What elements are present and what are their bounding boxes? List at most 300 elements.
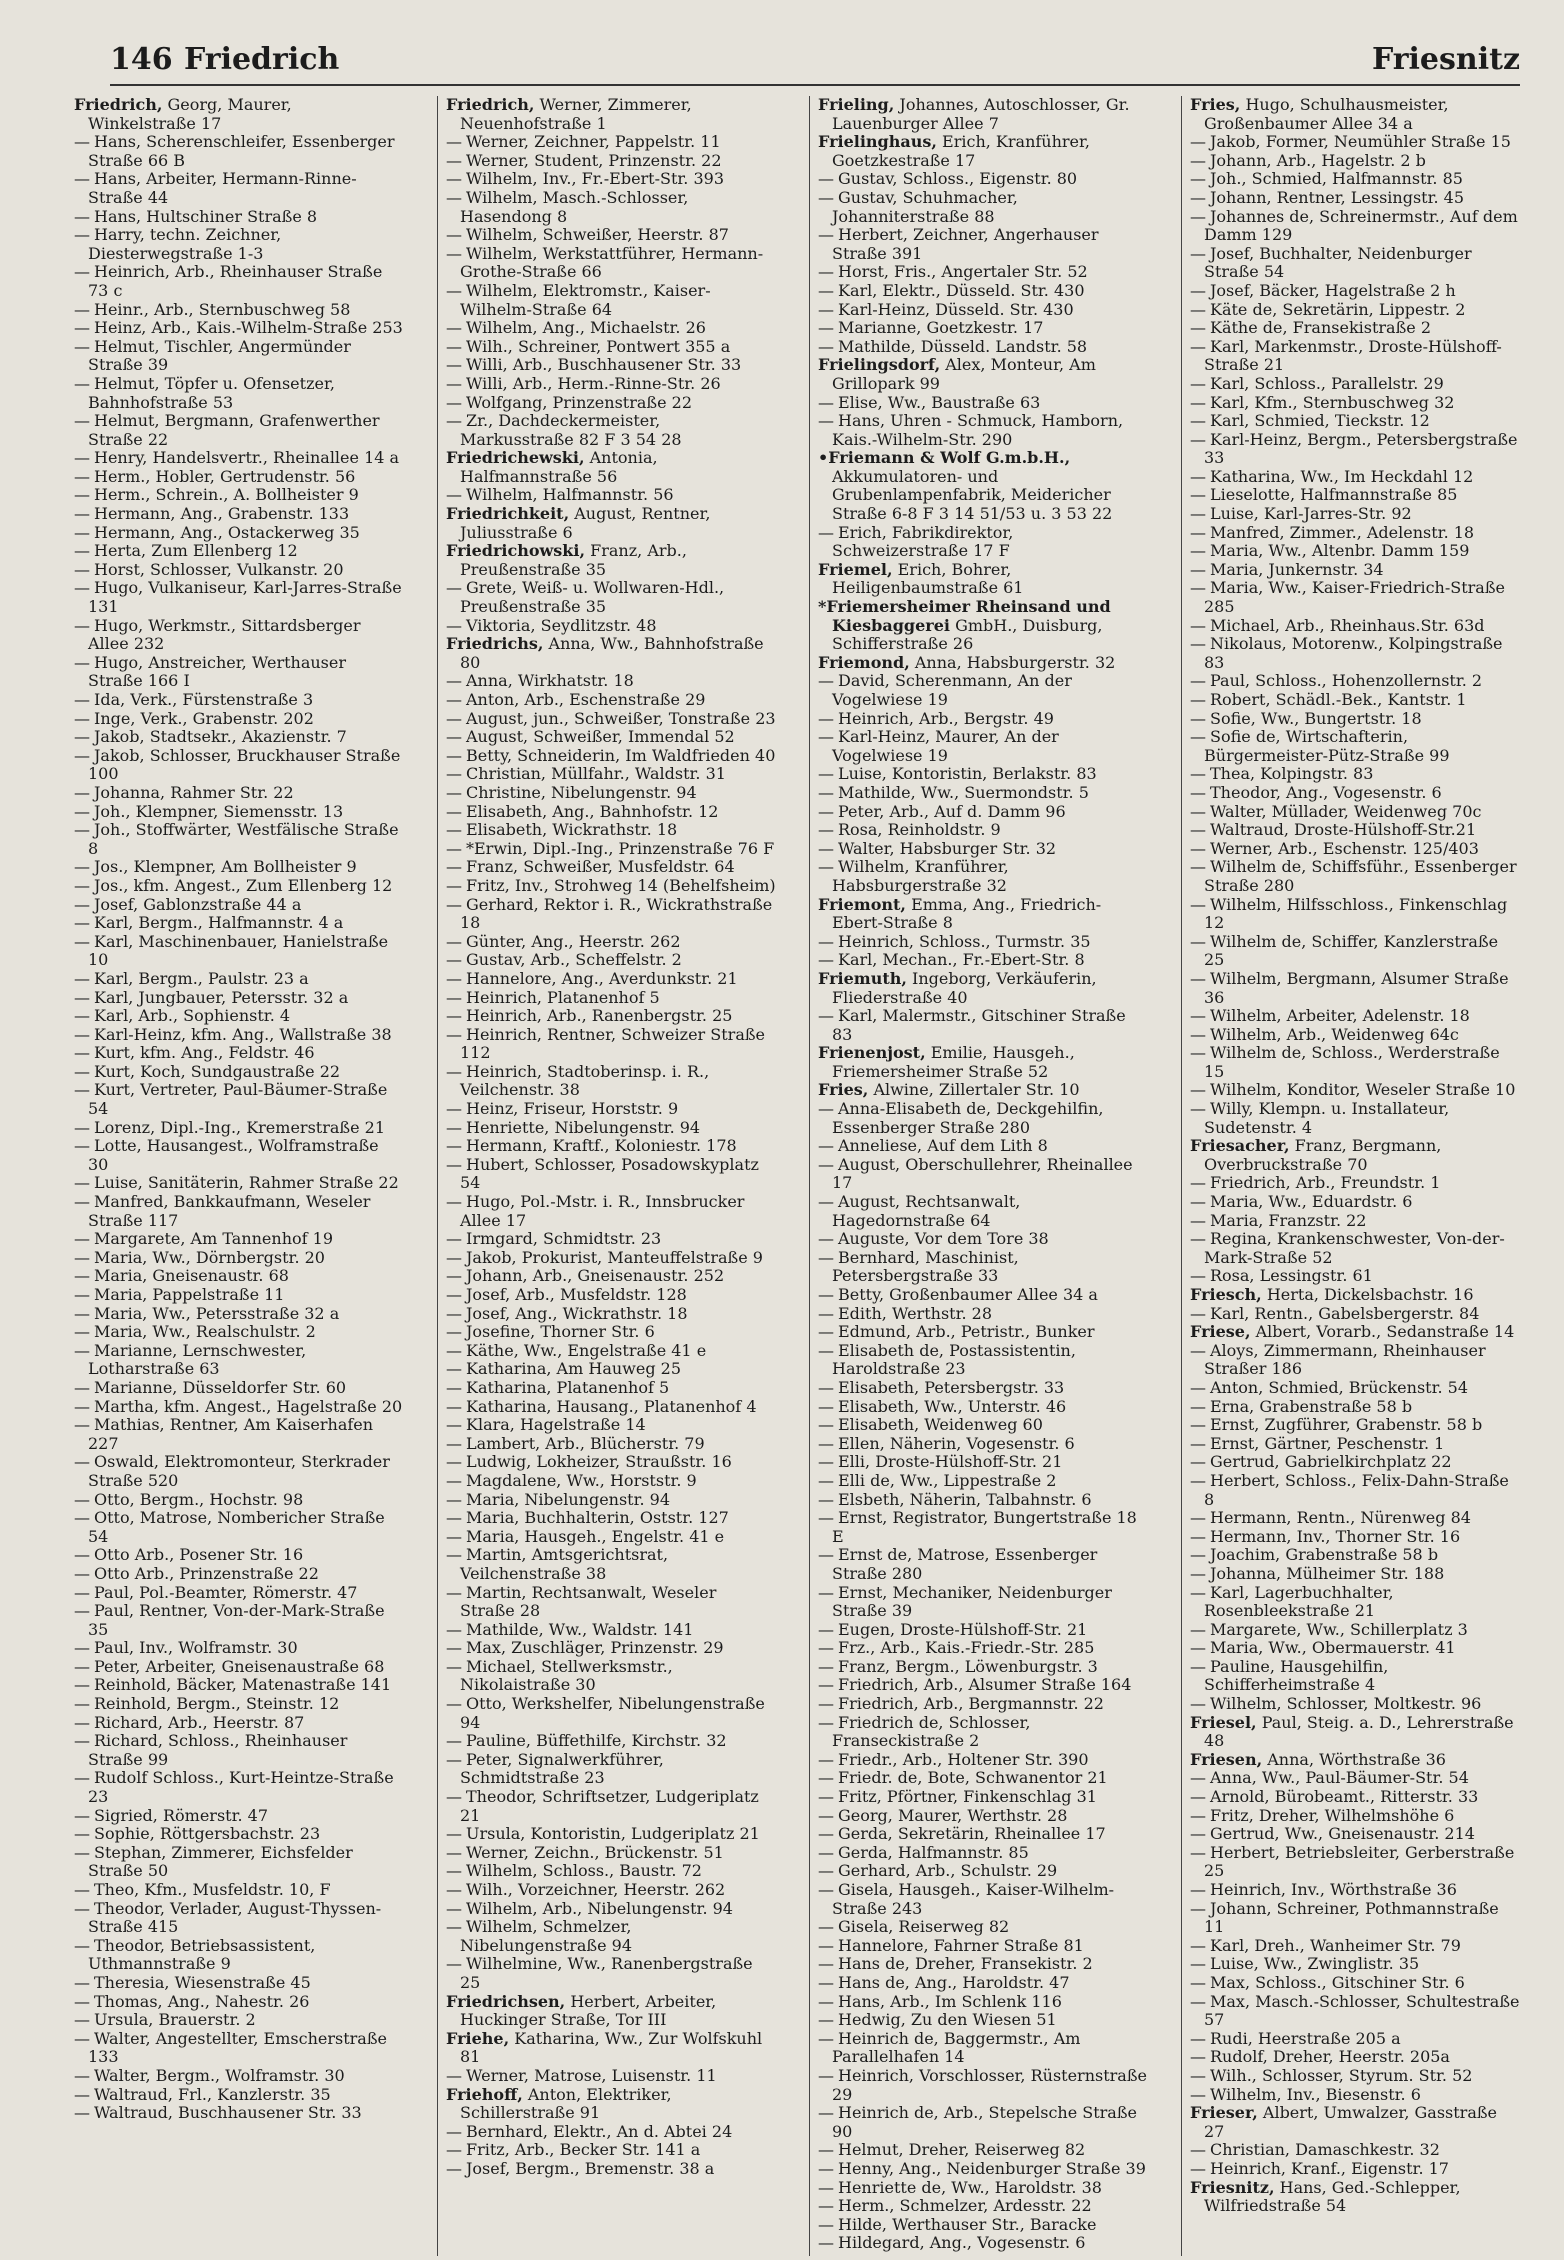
entry-text: Hans, Uhren - Schmuck, Hamborn, Kais.-Wilhelm-Str. 290 — [832, 411, 1124, 449]
surname: Friemont, — [818, 894, 906, 914]
entry-text: Michael, Arb., Rheinhaus.Str. 63d — [1210, 615, 1485, 635]
directory-entry — [818, 1416, 1148, 1435]
directory-entry — [1190, 1546, 1520, 1565]
entry-text: Georg, Maurer, Werthstr. 28 — [838, 1805, 1068, 1825]
entry-text: Walter, Habsburger Str. 32 — [838, 838, 1057, 858]
directory-entry — [74, 208, 404, 227]
entry-text: Maria, Pappelstraße 11 — [94, 1285, 285, 1304]
entry-text: Werner, Zeichn., Brückenstr. 51 — [466, 1842, 724, 1862]
entry-text: Reinhold, Bergm., Steinstr. 12 — [94, 1694, 340, 1714]
ditto-dash: — — [818, 1656, 834, 1676]
ditto-dash: — — [446, 1359, 462, 1379]
ditto-dash: — — [1190, 373, 1206, 393]
directory-entry — [446, 375, 776, 394]
directory-entry — [818, 672, 1148, 709]
directory-entry — [818, 1230, 1148, 1249]
directory-entry — [1190, 1639, 1520, 1658]
directory-entry — [74, 319, 404, 338]
entry-text: Henny, Ang., Neidenburger Straße 39 — [838, 2158, 1146, 2178]
column-3 — [818, 96, 1148, 2256]
ditto-dash: — — [818, 1489, 834, 1509]
entry-text: Manfred, Bankkaufmann, Weseler Straße 117 — [88, 1192, 371, 1230]
directory-entry — [74, 2104, 404, 2123]
entry-text: Maria, Hausgeh., Engelstr. 41 e — [466, 1526, 725, 1546]
ditto-dash: — — [1190, 2140, 1206, 2160]
entry-text: Elli de, Ww., Lippestraße 2 — [838, 1470, 1057, 1490]
entry-text: Heinz, Friseur, Horststr. 9 — [466, 1099, 679, 1119]
ditto-dash: — — [818, 1749, 834, 1769]
ditto-dash: — — [446, 318, 462, 338]
directory-entry — [818, 170, 1148, 189]
ditto-dash: — — [74, 336, 90, 356]
directory-entry — [1190, 710, 1520, 729]
directory-entry — [818, 1081, 1148, 1100]
column-2 — [446, 96, 776, 2256]
ditto-dash: — — [1190, 1972, 1206, 1992]
directory-entry — [818, 803, 1148, 822]
entry-text: Hermann, Inv., Thorner Str. 16 — [1210, 1526, 1461, 1546]
column-divider — [437, 96, 438, 2256]
entry-text: Willi, Arb., Buschhausener Str. 33 — [466, 355, 742, 375]
ditto-dash: — — [446, 132, 462, 152]
directory-entry — [74, 1900, 404, 1937]
entry-text: Heinrich de, Arb., Stepelsche Straße 90 — [832, 2103, 1137, 2141]
entry-text: Johann, Arb., Gneisenaustr. 252 — [466, 1266, 725, 1286]
directory-entry — [74, 1695, 404, 1714]
ditto-dash: — — [818, 522, 834, 542]
directory-entry — [1190, 1769, 1520, 1788]
ditto-dash: — — [74, 1006, 90, 1026]
entry-text: Karl-Heinz, Maurer, An der Vogelwiese 19 — [832, 727, 1059, 765]
directory-entry — [446, 1026, 776, 1063]
entry-text: Grete, Weiß- u. Wollwaren-Hdl., Preußenstraße 35 — [460, 578, 725, 617]
ditto-dash: — — [1190, 1470, 1206, 1490]
ditto-dash: — — [446, 1749, 462, 1769]
entry-text: Josef, Arb., Musfeldstr. 128 — [466, 1285, 687, 1304]
directory-entry — [818, 1825, 1148, 1844]
ditto-dash: — — [1190, 411, 1206, 431]
surname: Frielinghaus, — [818, 132, 937, 152]
surname: Frielingsdorf, — [818, 355, 941, 375]
entry-text: Wilhelm, Arb., Nibelungenstr. 94 — [466, 1898, 733, 1918]
directory-entry — [446, 1267, 776, 1286]
directory-entry — [74, 1565, 404, 1584]
entry-text: Betty, Schneiderin, Im Waldfrieden 40 — [466, 745, 776, 765]
ditto-dash: — — [446, 2140, 462, 2160]
directory-entry — [818, 524, 1148, 561]
page-number: 146 — [110, 42, 173, 77]
directory-entry — [446, 970, 776, 989]
ditto-dash: — — [446, 1024, 462, 1044]
directory-entry — [446, 1286, 776, 1305]
entry-text: Mathilde, Düsseld. Landstr. 58 — [838, 336, 1088, 356]
ditto-dash: — — [446, 1694, 462, 1714]
ditto-dash: — — [1190, 764, 1206, 784]
ditto-dash: — — [74, 1173, 90, 1193]
directory-entry — [74, 449, 404, 468]
entry-text: Wilhelm, Halfmannstr. 56 — [466, 485, 674, 505]
directory-entry — [818, 970, 1148, 1007]
entry-text: Paul, Inv., Wolframstr. 30 — [94, 1638, 298, 1658]
directory-entry — [74, 1825, 404, 1844]
directory-entry — [446, 2141, 776, 2160]
ditto-dash: — — [818, 1842, 834, 1862]
directory-entry — [446, 803, 776, 822]
entry-text: Herbert, Zeichner, Angerhauser Straße 391 — [832, 225, 1099, 263]
directory-entry — [446, 1695, 776, 1732]
directory-entry — [818, 728, 1148, 765]
directory-entry — [818, 412, 1148, 449]
directory-entry — [1190, 2030, 1520, 2049]
ditto-dash: — — [818, 1508, 834, 1528]
ditto-dash: — — [1190, 1043, 1206, 1063]
directory-entry — [1190, 1267, 1520, 1286]
entry-text: Karl, Schmied, Tieckstr. 12 — [1210, 411, 1430, 431]
ditto-dash: — — [74, 1898, 90, 1918]
entry-text: Thea, Kolpingstr. 83 — [1210, 764, 1374, 784]
ditto-dash: — — [446, 1861, 462, 1881]
directory-entry — [446, 133, 776, 152]
directory-entry — [1190, 821, 1520, 840]
ditto-dash: — — [818, 2214, 834, 2234]
ditto-dash: — — [1190, 1452, 1206, 1472]
directory-entry — [446, 1918, 776, 1955]
directory-entry — [74, 1491, 404, 1510]
entry-text: Werner, Matrose, Luisenstr. 11 — [466, 2065, 717, 2085]
directory-entry — [1190, 1751, 1520, 1770]
directory-entry — [446, 821, 776, 840]
directory-entry — [818, 1807, 1148, 1826]
directory-entry — [74, 1732, 404, 1769]
entry-text: Josefine, Thorner Str. 6 — [466, 1322, 655, 1342]
entry-text: Eugen, Droste-Hülshoff-Str. 21 — [838, 1619, 1088, 1639]
directory-entry — [1190, 1416, 1520, 1435]
entry-text: Robert, Schädl.-Bek., Kantstr. 1 — [1210, 690, 1467, 709]
ditto-dash: — — [1190, 727, 1206, 747]
entry-text: Wilhelm, Arbeiter, Adelenstr. 18 — [1210, 1006, 1470, 1026]
entry-text: Gerhard, Rektor i. R., Wickrathstraße 18 — [460, 894, 773, 933]
ditto-dash: — — [818, 1192, 834, 1212]
directory-entry — [446, 319, 776, 338]
entry-text: Heinrich, Arb., Ranenbergstr. 25 — [466, 1006, 733, 1026]
ditto-dash: — — [1190, 1880, 1206, 1899]
entry-text: Heinr., Arb., Sternbuschweg 58 — [94, 299, 351, 319]
ditto-dash: — — [818, 1768, 834, 1788]
entry-text: Friedrich, Arb., Freundstr. 1 — [1210, 1173, 1441, 1193]
directory-entry — [446, 765, 776, 784]
directory-entry — [446, 1156, 776, 1193]
directory-entry — [1190, 208, 1520, 245]
entry-text: Mathias, Rentner, Am Kaiserhafen 227 — [88, 1415, 374, 1453]
entry-text: Luise, Kontoristin, Berlakstr. 83 — [838, 764, 1097, 784]
ditto-dash: — — [818, 1229, 834, 1249]
entry-text: Fritz, Dreher, Wilhelmshöhe 6 — [1210, 1805, 1455, 1825]
directory-entry — [818, 1472, 1148, 1491]
surname: Friesch, — [1190, 1285, 1262, 1304]
entry-text: Karl, Bergm., Paulstr. 23 a — [94, 968, 309, 988]
directory-entry — [818, 598, 1148, 654]
directory-entry — [818, 1751, 1148, 1770]
directory-entry — [818, 1453, 1148, 1472]
entry-text: Irmgard, Schmidtstr. 23 — [466, 1229, 662, 1249]
ditto-dash: — — [1190, 578, 1206, 598]
surname: Friedrichowski, — [446, 541, 586, 561]
ditto-dash: — — [74, 1972, 90, 1992]
directory-entry — [74, 784, 404, 803]
directory-entry — [74, 170, 404, 207]
ditto-dash: — — [74, 1489, 90, 1509]
ditto-dash: — — [818, 838, 834, 858]
entry-text: Frz., Arb., Kais.-Friedr.-Str. 285 — [838, 1638, 1095, 1658]
entry-text: Erich, Kranführer, Goetzkestraße 17 — [832, 132, 1090, 170]
ditto-dash: — — [74, 931, 90, 951]
directory-entry — [446, 1342, 776, 1361]
entry-text: Heinrich de, Baggermstr., Am Parallelhafen 14 — [832, 2028, 1081, 2067]
ditto-dash: — — [1190, 318, 1206, 338]
ditto-dash: — — [446, 727, 462, 747]
entry-text: Elisabeth, Wickrathstr. 18 — [466, 820, 678, 840]
entry-text: Elisabeth, Petersbergstr. 33 — [838, 1377, 1065, 1397]
ditto-dash: — — [446, 1954, 462, 1974]
ditto-dash: — — [74, 652, 90, 672]
header-last-name: Friesnitz — [1371, 42, 1520, 77]
ditto-dash: — — [446, 2065, 462, 2085]
entry-text: Margarete, Ww., Schillerplatz 3 — [1210, 1619, 1468, 1639]
ditto-dash: — — [74, 2084, 90, 2104]
entry-text: Heinrich, Schloss., Turmstr. 35 — [838, 931, 1091, 951]
directory-entry — [1190, 468, 1520, 487]
entry-text: Walter, Bergm., Wolframstr. 30 — [94, 2065, 345, 2085]
column-divider — [809, 96, 810, 2256]
ditto-dash: — — [818, 2065, 834, 2085]
entry-text: Inge, Verk., Grabenstr. 202 — [94, 708, 314, 728]
ditto-dash: — — [446, 411, 462, 431]
ditto-dash: — — [446, 801, 462, 821]
directory-entry — [818, 1044, 1148, 1081]
entry-text: Jos., Klempner, Am Bollheister 9 — [94, 857, 357, 877]
ditto-dash: — — [446, 1377, 462, 1397]
ditto-dash: — — [446, 169, 462, 189]
ditto-dash: — — [74, 820, 90, 840]
ditto-dash: — — [1190, 615, 1206, 635]
entry-text: Ernst, Zugführer, Grabenstr. 58 b — [1210, 1415, 1483, 1435]
directory-entry — [74, 617, 404, 654]
ditto-dash: — — [446, 1731, 462, 1751]
directory-entry — [446, 1379, 776, 1398]
entry-text: Marianne, Lernschwester, Lotharstraße 63 — [88, 1340, 307, 1379]
entry-text: Hans de, Ang., Haroldstr. 47 — [838, 1972, 1070, 1992]
ditto-dash: — — [1190, 1582, 1206, 1602]
ditto-dash: — — [1190, 782, 1206, 802]
entry-text: Wilhelm, Arb., Weidenweg 64c — [1210, 1024, 1459, 1044]
entry-text: Otto Arb., Posener Str. 16 — [94, 1545, 304, 1565]
entry-text: Waltraud, Frl., Kanzlerstr. 35 — [94, 2084, 331, 2104]
directory-entry — [1190, 282, 1520, 301]
directory-entry — [818, 2197, 1148, 2216]
entry-text: Erich, Fabrikdirektor, Schweizerstraße 17 F — [832, 522, 1014, 561]
directory-entry — [1190, 1044, 1520, 1081]
directory-entry — [74, 896, 404, 915]
ditto-dash: — — [74, 485, 90, 505]
entry-text: Hugo, Pol.-Mstr. i. R., Innsbrucker Allee 17 — [460, 1192, 745, 1230]
ditto-dash: — — [446, 392, 462, 412]
entry-text: Karl, Elektr., Düsseld. Str. 430 — [838, 280, 1085, 300]
entry-text: Heinrich, Vorschlosser, Rüsternstraße 29 — [832, 2065, 1147, 2104]
entry-text: Bernhard, Elektr., An d. Abtei 24 — [466, 2121, 733, 2141]
ditto-dash: — — [818, 2158, 834, 2178]
directory-entry — [1190, 301, 1520, 320]
entry-text: Sigried, Römerstr. 47 — [94, 1805, 268, 1825]
directory-entry — [446, 1100, 776, 1119]
entry-text: Joh., Stoffwärter, Westfälische Straße 8 — [88, 820, 399, 858]
entry-text: Harry, techn. Zeichner, Diesterwegstraße 1-3 — [88, 225, 282, 263]
ditto-dash: — — [74, 1601, 90, 1621]
ditto-dash: — — [446, 875, 462, 895]
ditto-dash: — — [818, 1824, 834, 1844]
directory-entry — [1190, 1900, 1520, 1937]
directory-entry — [818, 1769, 1148, 1788]
directory-entry — [818, 1714, 1148, 1751]
directory-entry — [74, 1546, 404, 1565]
directory-entry — [818, 1491, 1148, 1510]
entry-text: Josef, Gablonzstraße 44 a — [94, 894, 302, 914]
ditto-dash: — — [1190, 1619, 1206, 1639]
directory-entry — [74, 1714, 404, 1733]
entry-text: Marianne, Düsseldorfer Str. 60 — [94, 1377, 347, 1397]
entry-text: Mathilde, Ww., Suermondstr. 5 — [838, 782, 1089, 802]
entry-text: Christian, Müllfahr., Waldstr. 31 — [466, 764, 726, 784]
surname: *Friemersheimer Rheinsand und Kiesbaggerei — [818, 597, 1111, 635]
directory-entry — [446, 1509, 776, 1528]
directory-entry — [74, 1453, 404, 1490]
directory-entry — [74, 803, 404, 822]
entry-text: Johannes de, Schreinermstr., Auf dem Damm 129 — [1204, 206, 1518, 245]
entry-text: Wilhelm de, Schloss., Werderstraße 15 — [1204, 1043, 1500, 1081]
ditto-dash: — — [74, 708, 90, 728]
ditto-dash: — — [1190, 1824, 1206, 1844]
ditto-dash: — — [1190, 1508, 1206, 1528]
ditto-dash: — — [74, 1136, 90, 1156]
ditto-dash: — — [1190, 1415, 1206, 1435]
ditto-dash: — — [818, 1712, 834, 1732]
entry-text: Hedwig, Zu den Wiesen 51 — [838, 2010, 1057, 2030]
entry-text: Franz, Bergm., Löwenburgstr. 3 — [838, 1656, 1098, 1676]
ditto-dash: — — [818, 1396, 834, 1416]
directory-entry — [818, 1286, 1148, 1305]
directory-entry — [818, 1305, 1148, 1324]
entry-text: Anna, Ww., Paul-Bäumer-Str. 54 — [1210, 1768, 1469, 1788]
entry-text: Anna, Habsburgerstr. 32 — [914, 652, 1116, 672]
entry-text: Jakob, Stadtsekr., Akazienstr. 7 — [94, 727, 347, 747]
entry-text: Edith, Werthstr. 28 — [838, 1303, 992, 1323]
ditto-dash: — — [1190, 1545, 1206, 1565]
directory-entry — [818, 840, 1148, 859]
entry-text: Karl, Markenmstr., Droste-Hülshoff-Straße 21 — [1204, 336, 1502, 375]
directory-entry — [74, 1044, 404, 1063]
ditto-dash: — — [74, 225, 90, 245]
entry-text: Pauline, Hausgehilfin, Schifferheimstraße 4 — [1204, 1656, 1389, 1695]
ditto-dash: — — [1190, 708, 1206, 728]
directory-entry — [446, 1751, 776, 1788]
ditto-dash: — — [818, 1136, 834, 1156]
ditto-dash: — — [74, 1508, 90, 1528]
directory-entry — [1190, 1807, 1520, 1826]
entry-text: Josef, Ang., Wickrathstr. 18 — [466, 1303, 688, 1323]
directory-entry — [446, 282, 776, 319]
directory-entry — [1190, 1007, 1520, 1026]
entry-text: Walter, Müllader, Weidenweg 70c — [1210, 801, 1482, 821]
ditto-dash: — — [74, 875, 90, 895]
entry-text: Maria, Ww., Realschulstr. 2 — [94, 1322, 316, 1342]
entry-text: Johannes, Autoschlosser, Gr. Lauenburger Allee 7 — [832, 96, 1130, 133]
surname: Friedrich, — [74, 96, 163, 114]
ditto-dash: — — [74, 1656, 90, 1676]
directory-entry — [1190, 1955, 1520, 1974]
surname: Friedrichkeit, — [446, 504, 570, 524]
directory-entry — [446, 1416, 776, 1435]
ditto-dash: — — [446, 373, 462, 393]
directory-entry — [446, 1323, 776, 1342]
directory-entry — [446, 579, 776, 616]
entry-text: Stephan, Zimmerer, Eichsfelder Straße 50 — [88, 1842, 353, 1881]
ditto-dash: — — [446, 1117, 462, 1137]
directory-entry — [1190, 152, 1520, 171]
entry-text: Viktoria, Seydlitzstr. 48 — [466, 615, 657, 635]
entry-text: Heinrich, Platanenhof 5 — [466, 987, 660, 1007]
ditto-dash: — — [446, 1619, 462, 1639]
entry-text: Zr., Dachdeckermeister, Markusstraße 82 F 3 54 28 — [460, 411, 682, 449]
directory-entry — [74, 338, 404, 375]
surname: Fries, — [818, 1080, 869, 1100]
ditto-dash: — — [74, 578, 90, 598]
entry-text: Fritz, Arb., Becker Str. 141 a — [466, 2140, 701, 2160]
entry-text: Rosa, Reinholdstr. 9 — [838, 820, 1001, 840]
ditto-dash: — — [818, 411, 834, 431]
directory-entry — [446, 635, 776, 672]
entry-text: Hermann, Kraftf., Koloniestr. 178 — [466, 1136, 737, 1156]
ditto-dash: — — [74, 1415, 90, 1435]
entry-text: Wilhelm de, Schiffsführ., Essenberger Straße 280 — [1204, 857, 1517, 895]
directory-entry — [818, 301, 1148, 320]
ditto-dash: — — [74, 448, 90, 468]
directory-entry — [1190, 728, 1520, 765]
entry-text: Klara, Hagelstraße 14 — [466, 1415, 646, 1435]
entry-text: Hans, Arb., Im Schlenk 116 — [838, 1991, 1062, 2011]
ditto-dash: — — [446, 987, 462, 1007]
directory-entry — [818, 2234, 1148, 2253]
directory-entry — [1190, 1435, 1520, 1454]
ditto-dash: — — [446, 690, 462, 709]
entry-text: Theodor, Ang., Vogesenstr. 6 — [1210, 782, 1442, 802]
ditto-dash: — — [818, 1247, 834, 1267]
entry-text: Hubert, Schlosser, Posadowskyplatz 54 — [460, 1154, 759, 1193]
entry-text: Peter, Signalwerkführer, Schmidtstraße 23 — [460, 1749, 664, 1788]
entry-text: Friedrich, Arb., Alsumer Straße 164 — [838, 1675, 1132, 1695]
entry-text: Ellen, Näherin, Vogesenstr. 6 — [838, 1433, 1075, 1453]
directory-entry — [818, 2141, 1148, 2160]
ditto-dash: — — [1190, 1656, 1206, 1676]
entry-text: Ludwig, Lokheizer, Straußstr. 16 — [466, 1452, 732, 1472]
entry-text: Arnold, Bürobeamt., Ritterstr. 33 — [1210, 1787, 1479, 1807]
ditto-dash: — — [818, 1972, 834, 1992]
entry-text: Maria, Buchhalterin, Oststr. 127 — [466, 1508, 729, 1528]
ditto-dash: — — [74, 1340, 90, 1360]
entry-text: Hilde, Werthauser Str., Baracke — [838, 2214, 1097, 2234]
entry-text: Kurt, kfm. Ang., Feldstr. 46 — [94, 1043, 315, 1063]
entry-text: Helmut, Töpfer u. Ofensetzer, Bahnhofstraße 53 — [88, 373, 335, 412]
ditto-dash: — — [1190, 336, 1206, 356]
directory-entry — [818, 933, 1148, 952]
